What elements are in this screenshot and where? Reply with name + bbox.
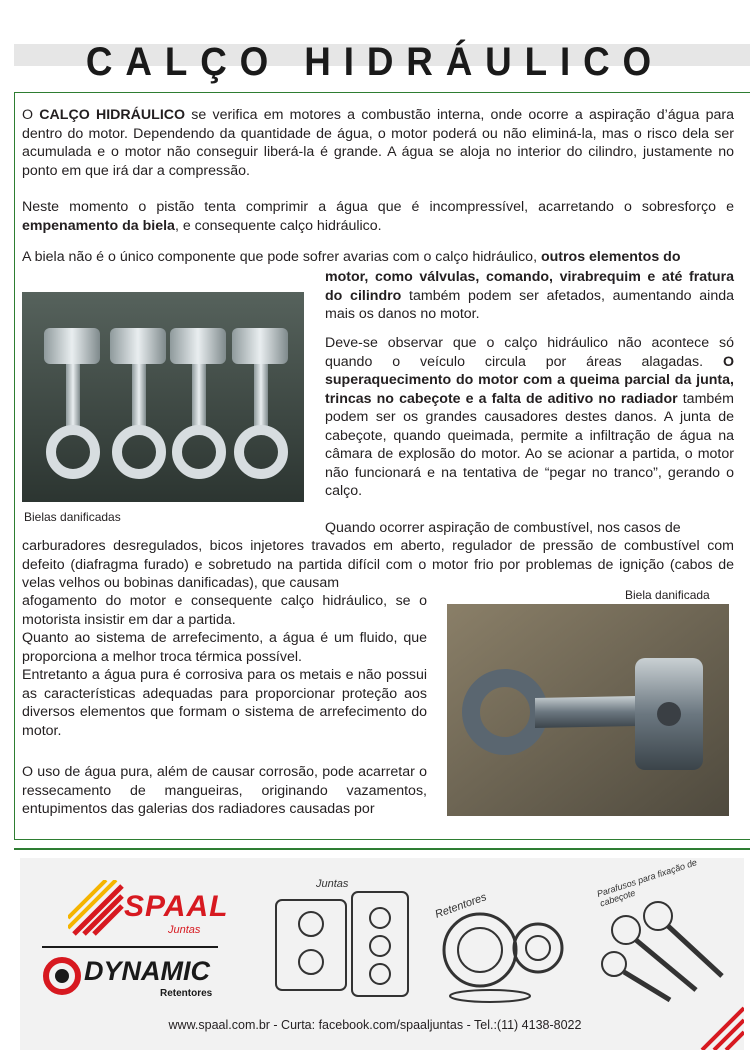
intro-rest: se verifica em motores a combustão interna, onde ocorre a aspiração d’água para dentro do motor. Dependendo da quantidade de água, o motor poderá ou não eliminá-la, mas o risco dela ser acumulada e o motor não conseguir liberá-la é grande. A água se aloja no interior do cilindro, justamente no ponto em que irá dar a compressão. (22, 107, 734, 179)
caption-damaged-rods: Bielas danificadas (24, 510, 121, 524)
paragraph-corrosive: Entretanto a água pura é corrosiva para os metais e não possui as características adequadas para proporcionar proteção aos diversos elementos que formam o sistema de arrefecimento do motor. (22, 667, 427, 739)
photo-damaged-connecting-rod (447, 604, 729, 816)
seal-ring-icon (420, 878, 570, 1008)
dynamic-wordmark: DYNAMIC (84, 956, 210, 986)
bolts-label: Parafusos para fixação de cabeçote (595, 857, 699, 909)
page-title: CALÇO HIDRÁULICO (85, 40, 665, 84)
footer-separator (14, 848, 750, 850)
spaal-logo (68, 880, 248, 940)
seals-sketch (420, 878, 570, 1008)
spaal-subtitle: Juntas (168, 924, 201, 936)
logo-divider (42, 946, 218, 948)
paragraph-cooling: Quanto ao sistema de arrefecimento, a água é um fluido, que proporciona a melhor troca térmica possível. (22, 630, 427, 665)
piston-lead: Neste momento o pistão tenta comprimir a água que é incompressível, acarretando o sobresforço e (22, 199, 734, 215)
paragraph-intro (22, 106, 734, 180)
spaal-stripes-icon (68, 880, 128, 940)
paragraph-components-line1 (22, 248, 734, 267)
paragraph-fuel-line1: Quando ocorrer aspiração de combustível, nos casos de (325, 520, 681, 536)
overheating-rest: também podem ser os grandes causadores destes danos. A junta de cabeçote, quando queimada, permite a infiltração de água na câmara de explosão do motor. Ao se acionar a partida, o motor não funcionará e na tentativa de “pegar no tranco”, gerando o calço. (325, 390, 734, 499)
paragraph-components-cont (325, 268, 734, 324)
paragraph-fuel-line2: carburadores desregulados, bicos injetores travados em aberto, regulador de pressão de combustível com defeito (diafragma furado) e sobretudo na partida difícil com o motor frio por problemas de ignição (cabos de velas velhos ou bobinas danificadas), que causam (22, 538, 734, 591)
bolts-sketch (586, 857, 736, 1008)
dynamic-ring-icon (42, 956, 82, 996)
dynamic-subtitle: Retentores (160, 988, 213, 999)
components-lead: A biela não é o único componente que pode sofrer avarias com o calço hidráulico, (22, 249, 541, 265)
overheating-bold: O superaquecimento do motor com a queima parcial da junta, trincas no cabeçote e a falta de aditivo no radiador (325, 353, 734, 407)
paragraph-overheating (325, 334, 734, 501)
overheating-lead: Deve-se observar que o calço hidráulico não acontece só quando o veículo circula por áreas alagadas. (325, 335, 734, 370)
paragraph-piston (22, 198, 734, 235)
seals-label: Retentores (433, 891, 489, 921)
gaskets-label: Juntas (316, 878, 349, 890)
paragraph-pure-water: O uso de água pura, além de causar corrosão, pode acarretar o ressecamento de mangueiras, originando vazamentos, entupimentos das galerias dos radiadores causadas por (22, 764, 427, 817)
piston-bold: empenamento da biela (22, 217, 175, 234)
components-bold2: motor, como válvulas, comando, virabrequim e até fratura do cilindro (325, 269, 734, 304)
components-bold1: outros elementos do (540, 249, 681, 265)
piston-rest: , e consequente calço hidráulico. (174, 217, 382, 234)
dynamic-logo (42, 954, 232, 1004)
intro-lead: O (22, 107, 40, 123)
photo-damaged-connecting-rods (22, 292, 304, 502)
caption-damaged-rod: Biela danificada (625, 588, 710, 602)
footer-contact-line: www.spaal.com.br - Curta: facebook.com/spaaljuntas - Tel.:(11) 4138-8022 (168, 1018, 582, 1032)
gaskets-sketch (266, 872, 416, 1002)
spaal-wordmark: SPAAL (124, 890, 229, 923)
single-rod-illustration (447, 604, 729, 816)
paragraph-fuel-line3: afogamento do motor e consequente calço hidráulico, se o motorista insistir em dar a partida. (22, 593, 427, 628)
connecting-rods-illustration (22, 292, 304, 502)
components-rest: também podem ser afetados, aumentando ainda mais os danos no motor. (325, 287, 734, 322)
intro-bold: CALÇO HIDRÁULICO (39, 107, 186, 123)
gasket-icon (266, 872, 416, 1002)
